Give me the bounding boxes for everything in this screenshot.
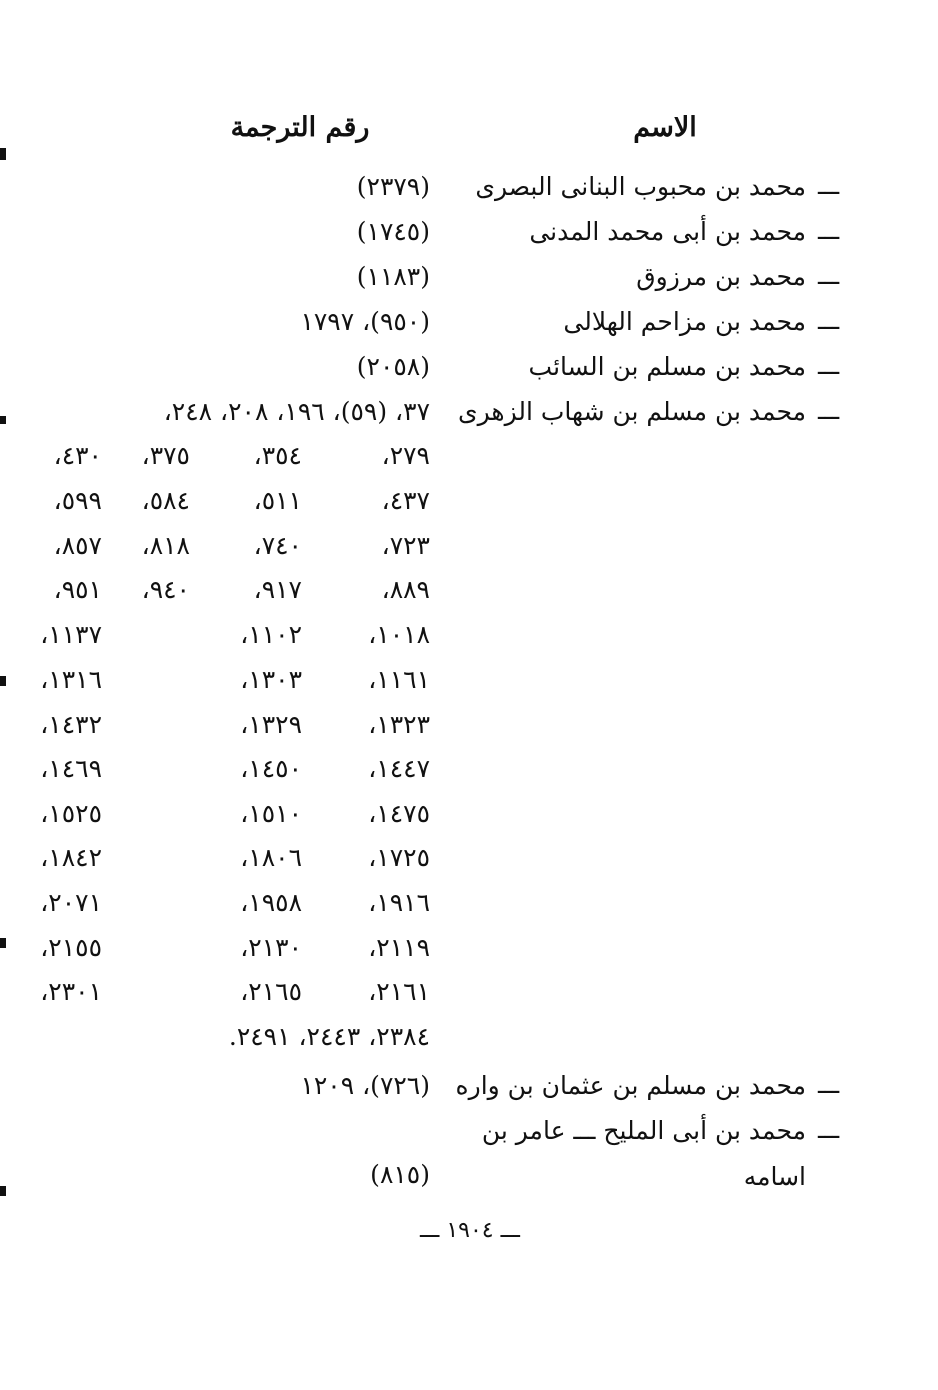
edge-mark (0, 1186, 6, 1196)
name-column-header: الاسم (633, 112, 697, 143)
ref-number: ٧٢٣، (381, 531, 430, 560)
ref-number: ٢١١٩، (368, 933, 430, 962)
ref-number: ٤٣٠، (53, 441, 102, 470)
edge-mark (0, 416, 6, 424)
entry-dash: ـــ (818, 307, 840, 335)
entry-ref: (٩٥٠)، ١٧٩٧ (300, 307, 430, 336)
entry-name: محمد بن أبى المليح ـــ عامر بن (481, 1116, 806, 1145)
ref-number: ١٤٣٢، (40, 710, 102, 739)
ref-number: ١٤٤٧، (368, 754, 430, 783)
ref-number: ١٨٤٢، (40, 843, 102, 872)
index-entry (0, 1069, 938, 1113)
ref-number: ٤٣٧، (381, 486, 430, 515)
ref-number: ١٤٦٩، (40, 754, 102, 783)
ref-number: ٢١٥٥، (40, 933, 102, 962)
entry-ref: (٧٢٦)، ١٢٠٩ (300, 1071, 430, 1100)
ref-number: ٢٣٠١، (40, 977, 102, 1006)
entry-dash: ـــ (818, 217, 840, 245)
entry-name: محمد بن أبى محمد المدنى (529, 217, 806, 246)
entry-name-continuation: اسامه (743, 1162, 806, 1191)
entry-ref: (٢٣٧٩) (356, 172, 430, 201)
entry-name: محمد بن مسلم بن عثمان بن واره (455, 1071, 806, 1100)
entry-ref: (٨١٥) (370, 1160, 430, 1189)
ref-number: ٧٤٠، (253, 531, 302, 560)
index-entry (0, 1114, 938, 1204)
entry-dash: ـــ (818, 1116, 840, 1144)
ref-number: ١٨٠٦، (240, 843, 302, 872)
zuhri-last-refs: ٢٣٨٤، ٢٤٤٣، ٢٤٩١. (228, 1022, 430, 1051)
entry-ref: (٢٠٥٨) (356, 352, 430, 381)
page-number: ـــ ١٩٠٤ ـــ (420, 1218, 520, 1243)
ref-number: ٢١٦١، (368, 977, 430, 1006)
ref-number: ١٥١٠، (240, 799, 302, 828)
edge-mark (0, 676, 6, 686)
ref-number: ٥٩٩، (53, 486, 102, 515)
ref-number: ٢٠٧١، (40, 888, 102, 917)
index-entry (0, 305, 938, 349)
ref-number: ١٤٥٠، (240, 754, 302, 783)
entry-dash: ـــ (818, 172, 840, 200)
entry-dash: ـــ (818, 1071, 840, 1099)
ref-number: ١٤٧٥، (368, 799, 430, 828)
entry-dash: ـــ (818, 397, 840, 425)
ref-number: ٥١١، (253, 486, 302, 515)
ref-number: ٢١٣٠، (240, 933, 302, 962)
ref-number: ٣٧٥، (141, 441, 190, 470)
ref-number: ٢١٦٥، (240, 977, 302, 1006)
ref-number: ١٣٢٣، (368, 710, 430, 739)
entry-name: محمد بن مزاحم الهلالى (563, 307, 806, 336)
ref-number: ١٧٢٥، (368, 843, 430, 872)
edge-mark (0, 148, 6, 160)
entry-name: محمد بن مرزوق (636, 262, 806, 291)
index-entry (0, 350, 938, 394)
entry-ref: (١٧٤٥) (356, 217, 430, 246)
index-entry (0, 260, 938, 304)
ref-number: ٩١٧، (253, 575, 302, 604)
ref-number: ١١٣٧، (40, 620, 102, 649)
ref-number: ١٣١٦، (40, 665, 102, 694)
ref-number: ١١٠٢، (240, 620, 302, 649)
ref-number: ٥٨٤، (141, 486, 190, 515)
entry-ref: ٣٧، (٥٩)، ١٩٦، ٢٠٨، ٢٤٨، (163, 397, 430, 426)
index-entry (0, 170, 938, 214)
entry-name: محمد بن محبوب البنانى البصرى (475, 172, 806, 201)
ref-number: ١٩٥٨، (240, 888, 302, 917)
ref-number: ٩٤٠، (141, 575, 190, 604)
edge-mark (0, 938, 6, 948)
entry-ref: (١١٨٣) (356, 262, 430, 291)
ref-number: ١٣٢٩، (240, 710, 302, 739)
ref-number: ١٣٠٣، (240, 665, 302, 694)
ref-number: ١١٦١، (368, 665, 430, 694)
number-column-header: رقم الترجمة (230, 112, 370, 143)
ref-number: ٣٥٤، (253, 441, 302, 470)
ref-number: ٨٨٩، (381, 575, 430, 604)
entry-dash: ـــ (818, 352, 840, 380)
ref-number: ١٩١٦، (368, 888, 430, 917)
ref-number: ٢٧٩، (381, 441, 430, 470)
ref-number: ١٠١٨، (368, 620, 430, 649)
ref-number: ٩٥١، (53, 575, 102, 604)
index-entry (0, 395, 938, 439)
ref-number: ٨٥٧، (53, 531, 102, 560)
index-entry (0, 215, 938, 259)
ref-number: ١٥٢٥، (40, 799, 102, 828)
entry-name: محمد بن مسلم بن شهاب الزهرى (458, 397, 806, 426)
entry-dash: ـــ (818, 262, 840, 290)
entry-name: محمد بن مسلم بن السائب (528, 352, 806, 381)
ref-number: ٨١٨، (141, 531, 190, 560)
